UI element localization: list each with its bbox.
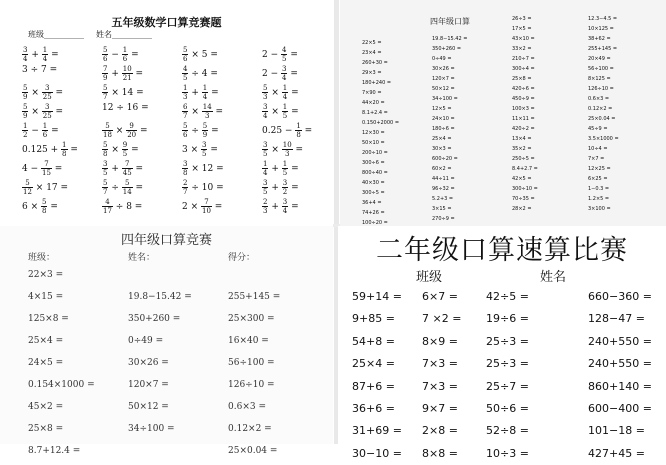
problem-cell: $\frac{2}{7}$ ÷ 10 = (183, 179, 224, 196)
problem-cell: $\frac{5}{8}$ × $\frac{9}{5}$ = (103, 141, 139, 158)
problem-item: 43×10 = (512, 36, 535, 42)
problem-item: 12×30 = (362, 130, 385, 136)
problem-cell: 0.25 − $\frac{1}{8}$ = (262, 122, 313, 139)
problem-column-4 (588, 286, 652, 465)
worksheet-grade2-speed (338, 226, 666, 460)
problem-item: 59+14 = (352, 290, 402, 303)
problem-item: 31+69 = (352, 424, 402, 438)
problem-cell: 12 ÷ 16 = (102, 103, 149, 113)
problem-item: 3.5×1000 = (588, 136, 619, 142)
problem-item: 800÷40 = (362, 170, 388, 176)
problem-item: 0.12×2 = (228, 424, 272, 434)
problem-item: 600÷20 = (432, 156, 458, 162)
problem-item: 17×5 = (512, 26, 532, 32)
problem-item: 240+550 = (588, 357, 652, 371)
problem-item: 70÷35 = (512, 196, 535, 202)
problem-item: 255+145 = (588, 46, 618, 52)
problem-item: 1.2×5 = (588, 196, 610, 202)
class-label: 班级： (28, 253, 56, 263)
problem-item: 860+140 = (588, 379, 652, 393)
problem-item: 8×9 = (422, 334, 458, 348)
problem-item: 7×3 = (422, 357, 458, 371)
worksheet-grade4-competition (0, 226, 333, 456)
problem-cell: $\frac{2}{3}$ + $\frac{3}{4}$ = (263, 198, 299, 215)
problem-item: 8×8 = (422, 446, 458, 460)
problem-item: 2×8 = (422, 424, 458, 438)
problem-item: 42÷5 = (486, 290, 529, 303)
problem-cell: $\frac{5}{9}$ × $\frac{3}{25}$ = (23, 84, 64, 101)
problem-item: 11×11 = (512, 116, 535, 122)
problem-cell: $\frac{3}{5}$ × $\frac{10}{3}$ = (263, 141, 304, 158)
problem-cell: $\frac{5}{12}$ × 17 = (23, 179, 69, 196)
problem-item: 420÷2 = (512, 126, 535, 132)
problem-item: 350+260 = (128, 314, 181, 324)
problem-item: 20×49 = (588, 56, 611, 62)
problem-item: 36+4 = (362, 200, 382, 206)
problem-cell: $\frac{5}{3}$ × $\frac{1}{4}$ = (263, 84, 299, 101)
problem-item: 25×0.04 = (588, 116, 616, 122)
problem-item: 126÷10 = (228, 380, 275, 390)
problem-column-1 (28, 264, 95, 462)
problem-item: 450÷9 = (512, 96, 535, 102)
problem-item: 35×2 = (512, 146, 532, 152)
problem-item: 87+6 = (352, 379, 395, 393)
problem-item: 10÷3 = (486, 446, 529, 460)
problem-item: 120×7 = (128, 380, 169, 390)
problem-item: 50×12 = (128, 402, 169, 412)
problem-item: 300÷6 = (362, 160, 385, 166)
name-label: 姓名： (128, 253, 156, 263)
problem-item: 34÷100 = (128, 424, 175, 434)
problem-cell: $\frac{4}{17}$ ÷ 8 = (103, 198, 143, 215)
problem-column-4 (588, 14, 619, 214)
problem-item: 25×8 = (28, 424, 64, 434)
problem-item: 96÷32 = (432, 186, 455, 192)
score-label: 得分： (228, 253, 256, 263)
worksheet-title: 四年级口算竞赛 (120, 233, 212, 248)
problem-item: 200÷10 = (362, 150, 388, 156)
problem-item: 50×10 = (362, 140, 385, 146)
problem-column-1 (352, 286, 402, 465)
problem-item: 16×40 = (228, 336, 269, 346)
problem-item: 28×2 = (512, 206, 532, 212)
problem-item: 300÷5 = (362, 190, 385, 196)
problem-item: 25÷3 = (486, 357, 529, 371)
problem-item: 8.7+12.4 = (28, 446, 81, 456)
problem-item: 36+6 = (352, 401, 395, 415)
problem-item: 8×125 = (588, 76, 611, 82)
problem-cell: 0.125 + $\frac{1}{8}$ = (22, 141, 78, 158)
problem-column-3 (512, 14, 538, 214)
problem-item: 0.6×3 = (228, 402, 266, 412)
problem-item: 30×3 = (432, 146, 452, 152)
problem-item: 7 ×2 = (422, 312, 462, 326)
problem-item: 260+30 = (362, 60, 388, 66)
problem-item: 24×5 = (28, 358, 64, 368)
problem-item: 8.1+2.4 = (362, 110, 388, 116)
problem-item: 40×30 = (362, 180, 385, 186)
name-label: 姓名__________ (96, 30, 152, 39)
problem-item: 210÷7 = (512, 56, 535, 62)
problem-item: 12×25 = (588, 166, 611, 172)
problem-item: 25÷7 = (486, 379, 529, 393)
problem-cell: $\frac{1}{2}$ − $\frac{1}{6}$ = (23, 122, 59, 139)
problem-item: 19.8−15.42 = (432, 36, 468, 42)
problem-item: 3×100 = (588, 206, 611, 212)
problem-item: 3×15 = (432, 206, 452, 212)
worksheet-title: 四年级口算 (430, 17, 470, 26)
problem-item: 0÷49 = (128, 336, 164, 346)
problem-item: 26÷3 = (512, 16, 532, 22)
problem-item: 6×25 = (588, 176, 608, 182)
problem-item: 25×4 = (28, 336, 64, 346)
problem-item: 350+260 = (432, 46, 462, 52)
problem-item: 45×2 = (28, 402, 64, 412)
problem-item: 50÷6 = (486, 401, 529, 415)
problem-item: 44÷11 = (432, 176, 455, 182)
problem-item: 30×26 = (128, 358, 169, 368)
problem-cell: $\frac{3}{8}$ × 12 = (183, 160, 224, 177)
problem-column-2 (422, 286, 461, 465)
problem-item: 10÷4 = (588, 146, 608, 152)
problem-cell: $\frac{5}{6}$ × 5 = (183, 46, 218, 63)
problem-item: 128−47 = (588, 312, 645, 326)
problem-cell: $\frac{5}{6}$ ÷ $\frac{5}{9}$ = (183, 122, 219, 139)
problem-item: 7×90 = (362, 90, 382, 96)
problem-cell: $\frac{7}{9}$ + $\frac{10}{21}$ = (103, 65, 144, 82)
problem-item: 12×5 = (432, 106, 452, 112)
problem-item: 8.4+2.7 = (512, 166, 538, 172)
problem-item: 44×20 = (362, 100, 385, 106)
problem-item: 100÷20 = (362, 220, 388, 226)
problem-item: 22×3 = (28, 270, 64, 280)
problem-item: 100×3 = (512, 106, 535, 112)
problem-column-2 (432, 34, 467, 234)
problem-item: 0÷49 = (432, 56, 452, 62)
problem-item: 180+240 = (362, 80, 392, 86)
problem-item: 42×5 = (512, 176, 532, 182)
problem-item: 25×0.04 = (228, 446, 278, 456)
problem-cell: $\frac{1}{4}$ + $\frac{1}{5}$ = (263, 160, 299, 177)
problem-item: 300÷10 = (512, 186, 538, 192)
problem-item: 25×4 = (352, 357, 395, 371)
problem-cell: $\frac{6}{7}$ × $\frac{14}{3}$ = (183, 103, 224, 120)
name-label: 姓名 (540, 270, 567, 285)
problem-item: 56÷100 = (588, 66, 614, 72)
problem-cell: 3 ÷ 7 = (22, 65, 58, 75)
problem-item: 0.154×1000 = (28, 380, 95, 390)
problem-item: 250÷5 = (512, 156, 535, 162)
problem-item: 25×300 = (228, 314, 275, 324)
problem-item: 0.150+2000 = (362, 120, 400, 126)
problem-item: 25×8 = (512, 76, 532, 82)
problem-item: 7×7 = (588, 156, 605, 162)
problem-item: 270÷9 = (432, 216, 455, 222)
problem-item: 0.6×3 = (588, 96, 610, 102)
problem-item: 56÷100 = (228, 358, 275, 368)
problem-item: 4×15 = (28, 292, 64, 302)
problem-item: 34÷100 = (432, 96, 458, 102)
problem-item: 120×7 = (432, 76, 455, 82)
problem-cell: 3 × $\frac{3}{5}$ = (182, 141, 218, 158)
problem-item: 25÷3 = (486, 334, 529, 348)
problem-item: 54+8 = (352, 334, 395, 348)
problem-cell: $\frac{5}{9}$ × $\frac{3}{25}$ = (23, 103, 64, 120)
problem-item: 19.8−15.42 = (128, 292, 192, 302)
worksheet-title: 二年级口算速算比赛 (376, 235, 628, 266)
problem-item: 38+62 = (588, 36, 611, 42)
problem-item: 30×26 = (432, 66, 455, 72)
problem-item: 50×12 = (432, 86, 455, 92)
problem-item: 60×2 = (432, 166, 452, 172)
problem-column-1 (362, 38, 399, 238)
problem-cell: $\frac{3}{5}$ + $\frac{7}{45}$ = (103, 160, 144, 177)
problem-item: 180÷6 = (432, 126, 455, 132)
problem-item: 74+26 = (362, 210, 385, 216)
problem-item: 29×3 = (362, 70, 382, 76)
worksheet-title: 五年级数学口算竞赛题 (111, 16, 222, 29)
problem-item (228, 264, 280, 286)
problem-item: 12.3−4.5 = (588, 16, 618, 22)
problem-cell: $\frac{5}{6}$ − $\frac{1}{6}$ = (103, 46, 139, 63)
problem-item: 30−10 = (352, 446, 402, 460)
problem-item: 13×4 = (512, 136, 532, 142)
problem-item: 126÷10 = (588, 86, 614, 92)
problem-column-3 (486, 286, 529, 465)
problem-item: 427+45 = (588, 446, 645, 460)
problem-item: 22×5 = (362, 40, 382, 46)
problem-item: 660−360 = (588, 290, 652, 303)
problem-item: 10×125 = (588, 26, 614, 32)
problem-item: 0.12×2 = (588, 106, 613, 112)
problem-cell: 2 × $\frac{7}{10}$ = (182, 198, 223, 215)
problem-cell: 6 × $\frac{5}{8}$ = (22, 198, 58, 215)
worksheet-grade4-handwritten (340, 0, 666, 226)
problem-item: 1−0.3 = (588, 186, 610, 192)
problem-item: 19÷6 = (486, 312, 529, 326)
problem-item: 101−18 = (588, 424, 645, 438)
problem-item: 600−400 = (588, 401, 652, 415)
problem-column-2 (128, 264, 192, 440)
problem-item: 6×7 = (422, 290, 458, 303)
problem-item: 23×4 = (362, 50, 382, 56)
problem-cell: $\frac{3}{4}$ + $\frac{1}{4}$ = (23, 46, 59, 63)
problem-item: 7×3 = (422, 379, 458, 393)
problem-item: 25×4 = (432, 136, 452, 142)
class-label: 班级__________ (28, 30, 84, 39)
problem-cell: $\frac{3}{4}$ × $\frac{1}{5}$ = (263, 103, 299, 120)
class-label: 班级 (416, 270, 443, 285)
worksheet-grade5-fractions (0, 0, 333, 226)
problem-cell: $\frac{5}{7}$ ÷ $\frac{5}{14}$ = (103, 179, 144, 196)
problem-cell: $\frac{5}{7}$ × 14 = (103, 84, 144, 101)
problem-item: 420÷6 = (512, 86, 535, 92)
problem-cell: 2 − $\frac{4}{5}$ = (262, 46, 298, 63)
problem-item: 45÷9 = (588, 126, 608, 132)
problem-grid (22, 46, 322, 218)
problem-item: 125×8 = (28, 314, 69, 324)
problem-cell: $\frac{5}{18}$ × $\frac{9}{20}$ = (103, 122, 148, 139)
problem-column-3 (228, 264, 280, 462)
problem-item: 300÷4 = (512, 66, 535, 72)
problem-item: 240+550 = (588, 334, 652, 348)
problem-item: 52÷8 = (486, 424, 529, 438)
problem-cell: $\frac{4}{5}$ ÷ 4 = (183, 65, 218, 82)
problem-cell: $\frac{3}{5}$ + $\frac{3}{2}$ = (263, 179, 299, 196)
problem-item (128, 264, 192, 286)
problem-item: 9+85 = (352, 312, 395, 326)
problem-item: 24×10 = (432, 116, 455, 122)
problem-cell: 4 − $\frac{7}{15}$ = (22, 160, 63, 177)
problem-item: 5.2+3 = (432, 196, 454, 202)
problem-cell: $\frac{1}{3}$ + $\frac{1}{4}$ = (183, 84, 219, 101)
problem-item: 255+145 = (228, 292, 281, 302)
problem-item: 9×7 = (422, 401, 458, 415)
problem-cell: 2 − $\frac{3}{4}$ = (262, 65, 298, 82)
problem-item: 33×2 = (512, 46, 532, 52)
